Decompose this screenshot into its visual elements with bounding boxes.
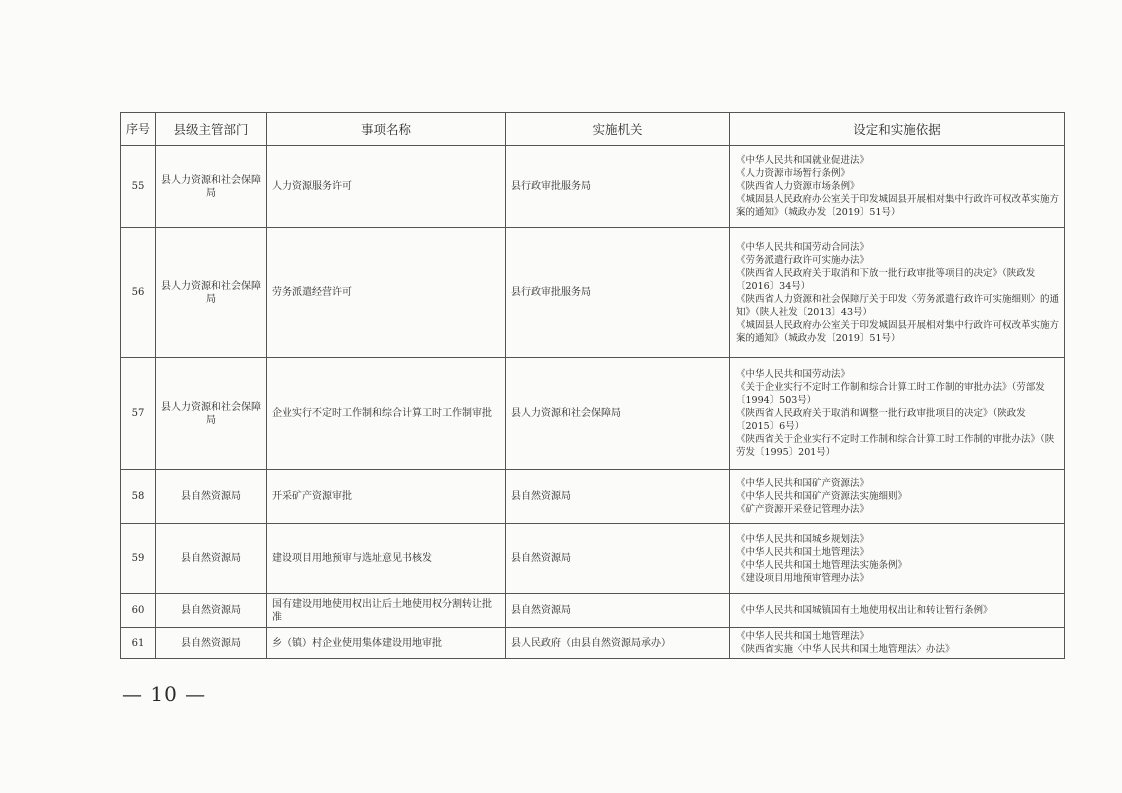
- basis-line: 《陕西省人民政府关于取消和下放一批行政审批等项目的决定》（陕政发〔2016〕34号）: [736, 267, 1036, 292]
- row-dept: 县自然资源局: [156, 470, 267, 524]
- header-basis: 设定和实施依据: [730, 113, 1065, 146]
- basis-line: 《陕西省人民政府关于取消和调整一批行政审批项目的决定》（陕政发〔2015〕6号）: [736, 408, 1026, 432]
- table-row: [121, 470, 1065, 524]
- row-basis: [730, 628, 1065, 659]
- basis-line: 《中华人民共和国劳动法》: [736, 369, 851, 380]
- row-item: 建设项目用地预审与选址意见书核发: [267, 524, 506, 594]
- basis-line: 《中华人民共和国土地管理法》: [736, 631, 870, 642]
- row-org: 县人民政府（由县自然资源局承办）: [506, 628, 730, 659]
- basis-line: 《陕西省人力资源市场条例》: [736, 181, 860, 192]
- basis-line: 《建设项目用地预审管理办法》: [736, 572, 870, 584]
- row-item: 开采矿产资源审批: [267, 470, 506, 524]
- row-seq: 60: [121, 594, 156, 628]
- table-row: [121, 524, 1065, 594]
- basis-line: 《中华人民共和国矿产资源法实施细则》: [736, 491, 908, 502]
- basis-line: 《陕西省关于企业实行不定时工作制和综合计算工时工作制的审批办法》（陕劳发〔1995〕201号）: [736, 434, 1055, 458]
- row-org: 县行政审批服务局: [506, 228, 730, 358]
- basis-line: 《中华人民共和国矿产资源法》: [736, 478, 870, 489]
- row-dept: 县自然资源局: [156, 628, 267, 659]
- row-seq: 56: [121, 228, 156, 358]
- row-basis: [730, 594, 1065, 628]
- row-seq: 59: [121, 524, 156, 594]
- row-dept: 县自然资源局: [156, 524, 267, 594]
- row-item: 国有建设用地使用权出让后土地使用权分割转让批准: [267, 594, 506, 628]
- row-item: 人力资源服务许可: [267, 146, 506, 228]
- basis-line: 《中华人民共和国土地管理法》: [736, 546, 870, 558]
- row-item: 乡（镇）村企业使用集体建设用地审批: [267, 628, 506, 659]
- table-row: [121, 228, 1065, 358]
- basis-line: 《矿产资源开采登记管理办法》: [736, 504, 870, 515]
- row-org: 县自然资源局: [506, 470, 730, 524]
- row-org: 县自然资源局: [506, 594, 730, 628]
- basis-line: 《城固县人民政府办公室关于印发城固县开展相对集中行政许可权改革实施方案的通知》（城政办发〔2019〕51号）: [736, 319, 1060, 344]
- basis-line: 《城固县人民政府办公室关于印发城固县开展相对集中行政许可权改革实施方案的通知》（城政办发〔2019〕51号）: [736, 194, 1060, 218]
- row-dept: 县人力资源和社会保障局: [156, 228, 267, 358]
- page-number: — 10 —: [122, 682, 207, 706]
- basis-line: 《关于企业实行不定时工作制和综合计算工时工作制的审批办法》（劳部发〔1994〕503号）: [736, 382, 1045, 406]
- row-org: 县自然资源局: [506, 524, 730, 594]
- header-dept: 县级主管部门: [156, 113, 267, 146]
- row-item: 劳务派遣经营许可: [267, 228, 506, 358]
- row-org: 县人力资源和社会保障局: [506, 358, 730, 470]
- table-row: [121, 594, 1065, 628]
- basis-line: 《中华人民共和国城镇国有土地使用权出让和转让暂行条例》: [736, 605, 993, 616]
- row-basis: [730, 524, 1065, 594]
- row-basis: [730, 358, 1065, 470]
- row-seq: 61: [121, 628, 156, 659]
- row-dept: 县人力资源和社会保障局: [156, 358, 267, 470]
- row-dept: 县人力资源和社会保障局: [156, 146, 267, 228]
- row-seq: 55: [121, 146, 156, 228]
- items-table: [120, 112, 1065, 659]
- basis-line: 《中华人民共和国就业促进法》: [736, 155, 870, 166]
- basis-line: 《陕西省人力资源和社会保障厅关于印发〈劳务派遣行政许可实施细则〉的通知》（陕人社发〔2013〕43号）: [736, 293, 1060, 318]
- table-body: [121, 146, 1065, 659]
- row-basis: [730, 228, 1065, 358]
- header-org: 实施机关: [506, 113, 730, 146]
- table-header-row: [121, 113, 1065, 146]
- table-row: [121, 628, 1065, 659]
- row-seq: 58: [121, 470, 156, 524]
- header-item: 事项名称: [267, 113, 506, 146]
- basis-line: 《劳务派遣行政许可实施办法》: [736, 254, 870, 266]
- row-basis: [730, 470, 1065, 524]
- basis-line: 《中华人民共和国劳动合同法》: [736, 241, 870, 253]
- row-dept: 县自然资源局: [156, 594, 267, 628]
- row-item: 企业实行不定时工作制和综合计算工时工作制审批: [267, 358, 506, 470]
- basis-line: 《人力资源市场暂行条例》: [736, 168, 851, 179]
- header-seq: 序号: [121, 113, 156, 146]
- row-org: 县行政审批服务局: [506, 146, 730, 228]
- basis-line: 《陕西省实施〈中华人民共和国土地管理法〉办法》: [736, 644, 955, 655]
- row-basis: [730, 146, 1065, 228]
- basis-line: 《中华人民共和国土地管理法实施条例》: [736, 559, 908, 571]
- basis-line: 《中华人民共和国城乡规划法》: [736, 533, 870, 545]
- table-row: [121, 358, 1065, 470]
- table-row: [121, 146, 1065, 228]
- row-seq: 57: [121, 358, 156, 470]
